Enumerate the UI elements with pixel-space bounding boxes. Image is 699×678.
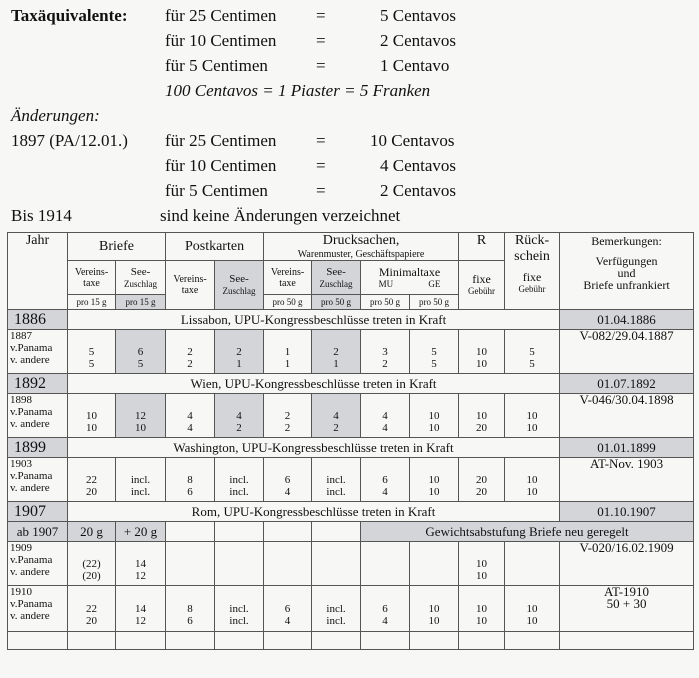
event-row-1907 — [8, 502, 694, 522]
briefe-see-1: See- — [130, 265, 151, 278]
pk-see-1: See- — [229, 273, 249, 285]
taxaequivalente-title: Taxäquivalente: — [11, 6, 128, 25]
val-andere: 1 — [333, 357, 339, 370]
val-panama: 14 — [135, 602, 146, 615]
empty — [410, 542, 459, 586]
row-labels — [8, 586, 68, 632]
cell — [312, 586, 361, 632]
waehrung-formel: 100 Centavos = 1 Piaster = 5 Franken — [165, 81, 431, 100]
cell — [505, 458, 560, 502]
event-text: Rom, UPU-Kongressbeschlüsse treten in Kraft — [68, 502, 560, 522]
briefe-vereins-2: taxe — [83, 277, 100, 289]
rate-row-1903 — [8, 458, 694, 502]
header-line-2-fuer: für 10 Centimen — [165, 31, 277, 50]
val-andere: 10 — [135, 421, 146, 434]
empty — [215, 522, 264, 542]
bemerkung-1: AT-1910 — [604, 585, 650, 599]
val-andere: 2 — [382, 357, 388, 370]
val-andere: 10 — [428, 485, 440, 498]
val-panama: 8 — [187, 602, 193, 615]
col-rueckschein — [505, 233, 560, 310]
ab1907-text: Gewichtsabstufung Briefe neu geregelt — [361, 522, 694, 542]
cell — [361, 394, 410, 438]
cell — [410, 458, 459, 502]
minimaltaxe-ge: GE — [428, 278, 441, 289]
header-line-3-val: 1 Centavo — [380, 56, 450, 75]
val-panama: incl. — [326, 602, 346, 615]
label-panama: v.Panama — [10, 598, 53, 610]
r-fixe: fixe — [472, 272, 491, 286]
bemerkungen-title: Bemerkungen: — [591, 234, 662, 248]
bemerkung-2: 50 + 30 — [606, 596, 647, 611]
val-andere: incl. — [326, 485, 346, 498]
empty — [312, 542, 361, 586]
aenderung-line-2-eq: = — [316, 156, 326, 175]
rate-row-1910 — [8, 586, 694, 632]
header-line-1-fuer: für 25 Centimen — [165, 6, 277, 25]
col-postkarten: Postkarten — [166, 233, 264, 261]
val-panama: 6 — [284, 602, 291, 615]
header-line-1-eq: = — [316, 6, 326, 25]
cell — [215, 330, 264, 374]
val-panama: 6 — [284, 473, 291, 486]
event-row-1892 — [8, 374, 694, 394]
val-panama: 5 — [88, 345, 95, 358]
cell — [215, 394, 264, 438]
cell — [215, 458, 264, 502]
val-panama: 22 — [86, 602, 97, 615]
col-bemerkungen — [560, 233, 694, 310]
event-date: 01.01.1899 — [560, 438, 694, 458]
row-year: 1898 — [10, 394, 32, 406]
event-date: 01.07.1892 — [560, 374, 694, 394]
val-andere: 4 — [284, 614, 291, 627]
cell — [116, 394, 166, 438]
event-year: 1886 — [8, 310, 68, 330]
cell — [312, 458, 361, 502]
val-andere: 4 — [382, 614, 388, 627]
cell — [264, 586, 312, 632]
ds-vereinstaxe — [264, 261, 312, 295]
val-andere: incl. — [130, 485, 151, 498]
tarif-table — [7, 232, 694, 650]
event-date: 01.04.1886 — [560, 310, 694, 330]
label-andere: v. andere — [10, 610, 50, 622]
val-andere: 4 — [187, 421, 193, 434]
cell — [410, 586, 459, 632]
val-panama: 6 — [137, 345, 144, 358]
cell — [505, 586, 560, 632]
val-andere: incl. — [229, 614, 249, 627]
ds-pro50-b: pro 50 g — [312, 295, 361, 310]
label-andere: v. andere — [10, 354, 50, 366]
val-panama: 3 — [382, 345, 388, 358]
bemerkung: V-082/29.04.1887 — [560, 330, 694, 374]
header-line-3-eq: = — [316, 56, 326, 75]
briefe-pro15-a: pro 15 g — [68, 295, 116, 310]
pk-see-2: Zuschlag — [222, 286, 256, 296]
cell — [166, 458, 215, 502]
val-panama: 10 — [476, 557, 488, 570]
cell — [361, 458, 410, 502]
event-year: 1899 — [8, 438, 68, 458]
val-andere: 2 — [333, 421, 339, 434]
cell — [166, 394, 215, 438]
val-panama: 10 — [476, 345, 488, 358]
ab1907-plus20: + 20 g — [116, 522, 166, 542]
row-year: 1909 — [10, 542, 32, 554]
cell — [459, 330, 505, 374]
label-panama: v.Panama — [10, 470, 53, 482]
val-andere: 5 — [88, 357, 95, 370]
cell — [312, 394, 361, 438]
event-text: Lissabon, UPU-Kongressbeschlüsse treten in Kraft — [68, 310, 560, 330]
val-panama: 4 — [187, 409, 193, 422]
bemerkung — [560, 586, 694, 632]
val-andere: 20 — [86, 614, 97, 627]
aenderung-line-3-val: 2 Centavos — [380, 181, 457, 200]
cell — [312, 330, 361, 374]
ab1907-g20: 20 g — [68, 522, 116, 542]
header-line-2-val: 2 Centavos — [380, 31, 457, 50]
val-panama: 10 — [476, 409, 488, 422]
val-panama: 5 — [431, 345, 437, 358]
briefe-see-2: Zuschlag — [124, 278, 157, 289]
val-andere: 4 — [382, 485, 388, 498]
event-text: Wien, UPU-Kongressbeschlüsse treten in Kraft — [68, 374, 560, 394]
val-panama: (22) — [82, 557, 101, 570]
row-labels — [8, 458, 68, 502]
event-text: Washington, UPU-Kongressbeschlüsse treten in Kraft — [68, 438, 560, 458]
empty — [505, 542, 560, 586]
cell — [459, 586, 505, 632]
row-labels — [8, 542, 68, 586]
val-andere: 4 — [382, 421, 388, 434]
r-fixe-gebuehr — [459, 261, 505, 310]
label-andere: v. andere — [10, 418, 50, 430]
ds-vereins-2: taxe — [279, 277, 296, 289]
val-panama: 10 — [428, 602, 440, 615]
val-panama: 10 — [86, 409, 97, 422]
val-andere: 20 — [476, 485, 488, 498]
empty — [264, 522, 312, 542]
ds-pro50-d: pro 50 g — [410, 295, 459, 310]
val-panama: 10 — [428, 473, 440, 486]
rate-row-1909 — [8, 542, 694, 586]
cell — [116, 458, 166, 502]
val-andere: 12 — [135, 569, 146, 582]
empty — [166, 542, 215, 586]
val-panama: 4 — [333, 409, 339, 422]
val-andere: incl. — [229, 485, 249, 498]
empty — [264, 542, 312, 586]
rueckschein-gebuehr: Gebühr — [518, 284, 546, 294]
briefe-vereinstaxe — [68, 261, 116, 295]
aenderung-line-1-eq: = — [316, 131, 326, 150]
val-panama: 10 — [526, 409, 538, 422]
val-andere: 10 — [526, 421, 538, 434]
row-year: 1903 — [10, 458, 32, 470]
label-panama: v.Panama — [10, 342, 53, 354]
cell — [459, 458, 505, 502]
r-gebuehr: Gebühr — [468, 286, 496, 296]
val-panama: 10 — [476, 602, 488, 615]
empty — [166, 522, 215, 542]
val-panama: 2 — [333, 345, 339, 358]
cell — [459, 542, 505, 586]
val-panama: 8 — [187, 473, 193, 486]
val-andere: 10 — [526, 614, 538, 627]
cell — [116, 542, 166, 586]
val-andere: 6 — [187, 485, 193, 498]
val-andere: 5 — [431, 357, 437, 370]
val-andere: 10 — [86, 421, 97, 434]
val-andere: 5 — [137, 357, 144, 370]
briefe-vereins-1: Vereins- — [74, 266, 109, 278]
val-andere: 10 — [428, 614, 440, 627]
col-jahr: Jahr — [8, 233, 68, 310]
cell — [459, 394, 505, 438]
val-andere: 2 — [236, 421, 242, 434]
val-andere: 1 — [284, 357, 291, 370]
row-ab-1907 — [8, 522, 694, 542]
val-panama: 22 — [86, 473, 97, 486]
aenderung-line-2-fuer: für 10 Centimen — [165, 156, 277, 175]
val-andere: 20 — [476, 421, 488, 434]
bemerkungen-unfrankiert: Briefe unfrankiert — [583, 278, 670, 292]
col-briefe: Briefe — [68, 233, 166, 261]
pk-seezuschlag — [215, 261, 264, 310]
ds-see-1: See- — [326, 265, 346, 278]
val-panama: 5 — [529, 345, 535, 358]
empty — [361, 542, 410, 586]
empty — [312, 522, 361, 542]
cell — [264, 394, 312, 438]
val-panama: incl. — [229, 473, 249, 486]
aenderungen-title: Änderungen: — [11, 106, 100, 125]
cell — [361, 330, 410, 374]
val-panama: 2 — [236, 345, 242, 358]
val-andere: 5 — [529, 357, 535, 370]
val-andere: 2 — [187, 357, 193, 370]
cell — [264, 330, 312, 374]
val-panama: 6 — [382, 473, 388, 486]
rueckschein-1: Rück- — [514, 233, 550, 248]
aenderung-datum: 1897 (PA/12.01.) — [11, 131, 128, 150]
pk-vereins-1: Vereins- — [173, 274, 207, 285]
val-panama: 2 — [187, 345, 193, 358]
row-year: 1910 — [10, 586, 32, 598]
rate-row-1887 — [8, 330, 694, 374]
bemerkung: V-046/30.04.1898 — [560, 394, 694, 438]
cell — [410, 330, 459, 374]
val-panama: 1 — [284, 345, 291, 358]
label-andere: v. andere — [10, 566, 50, 578]
val-panama: 12 — [135, 409, 146, 422]
ds-minimaltaxe — [361, 261, 459, 295]
row-year: 1887 — [10, 330, 32, 342]
bis-jahr: Bis 1914 — [11, 206, 72, 225]
pk-vereinstaxe — [166, 261, 215, 310]
val-panama: 14 — [135, 557, 146, 570]
rate-row-1898 — [8, 394, 694, 438]
val-panama: 10 — [526, 602, 538, 615]
pk-vereins-2: taxe — [181, 285, 199, 296]
rueckschein-2: schein — [514, 249, 550, 264]
event-year: 1907 — [8, 502, 68, 522]
header-line-1-val: 5 Centavos — [380, 6, 457, 25]
briefe-seezuschlag — [116, 261, 166, 295]
aenderung-line-3-fuer: für 5 Centimen — [165, 181, 268, 200]
cell — [215, 586, 264, 632]
drucksachen-title: Drucksachen, — [322, 233, 400, 248]
cell — [68, 394, 116, 438]
event-row-1899 — [8, 438, 694, 458]
val-panama: 10 — [526, 473, 538, 486]
val-panama: incl. — [326, 473, 346, 486]
ds-pro50-a: pro 50 g — [264, 295, 312, 310]
cell — [68, 542, 116, 586]
val-andere: 1 — [236, 357, 242, 370]
ds-see-2: Zuschlag — [319, 278, 353, 289]
val-panama: 2 — [284, 409, 291, 422]
empty-row — [8, 632, 694, 650]
cell — [166, 586, 215, 632]
aenderung-line-1-val: 10 Centavos — [370, 131, 455, 150]
event-date: 01.10.1907 — [560, 502, 694, 522]
val-andere: 10 — [476, 569, 488, 582]
cell — [166, 330, 215, 374]
bis-text: sind keine Änderungen verzeichnet — [160, 206, 401, 225]
minimaltaxe-title: Minimaltaxe — [378, 264, 441, 279]
col-r: R — [459, 233, 505, 261]
aenderung-line-3-eq: = — [316, 181, 326, 200]
bemerkung: AT-Nov. 1903 — [560, 458, 694, 502]
event-year: 1892 — [8, 374, 68, 394]
val-andere: 2 — [284, 421, 291, 434]
cell — [68, 586, 116, 632]
label-andere: v. andere — [10, 482, 50, 494]
val-andere: 10 — [476, 614, 488, 627]
cell — [264, 458, 312, 502]
val-panama: incl. — [229, 602, 249, 615]
val-andere: 10 — [526, 485, 538, 498]
empty — [215, 542, 264, 586]
val-panama: incl. — [130, 473, 151, 486]
val-andere: 12 — [135, 614, 146, 627]
val-panama: 4 — [236, 409, 242, 422]
cell — [505, 330, 560, 374]
label-panama: v.Panama — [10, 554, 53, 566]
cell — [68, 458, 116, 502]
val-panama: 10 — [428, 409, 440, 422]
val-panama: 4 — [382, 409, 388, 422]
cell — [116, 330, 166, 374]
val-panama: 6 — [382, 602, 388, 615]
aenderung-line-2-val: 4 Centavos — [380, 156, 457, 175]
briefe-pro15-b: pro 15 g — [116, 295, 166, 310]
bemerkungen-und: und — [617, 266, 636, 280]
minimaltaxe-mu: MU — [378, 278, 394, 289]
event-row-1886 — [8, 310, 694, 330]
row-labels — [8, 330, 68, 374]
val-andere: 10 — [428, 421, 440, 434]
val-andere: 4 — [284, 485, 291, 498]
ds-seezuschlag — [312, 261, 361, 295]
ab1907-year: ab 1907 — [8, 522, 68, 542]
row-labels — [8, 394, 68, 438]
cell — [361, 586, 410, 632]
bemerkungen-verfuegungen: Verfügungen — [595, 254, 658, 268]
cell — [116, 586, 166, 632]
aenderung-line-1-fuer: für 25 Centimen — [165, 131, 277, 150]
val-andere: incl. — [326, 614, 346, 627]
drucksachen-subtitle: Warenmuster, Geschäftspapiere — [297, 249, 425, 260]
cell — [68, 330, 116, 374]
header-line-3-fuer: für 5 Centimen — [165, 56, 268, 75]
cell — [505, 394, 560, 438]
ds-vereins-1: Vereins- — [270, 266, 305, 278]
ds-pro50-c: pro 50 g — [361, 295, 410, 310]
val-andere: 20 — [86, 485, 97, 498]
rueckschein-fixe: fixe — [522, 270, 542, 284]
val-andere: 10 — [476, 357, 488, 370]
val-panama: 20 — [476, 473, 488, 486]
val-andere: 6 — [187, 614, 193, 627]
val-andere: (20) — [82, 569, 101, 582]
label-panama: v.Panama — [10, 406, 53, 418]
cell — [410, 394, 459, 438]
bemerkung: V-020/16.02.1909 — [560, 542, 694, 586]
header-line-2-eq: = — [316, 31, 326, 50]
col-drucksachen — [264, 233, 459, 261]
